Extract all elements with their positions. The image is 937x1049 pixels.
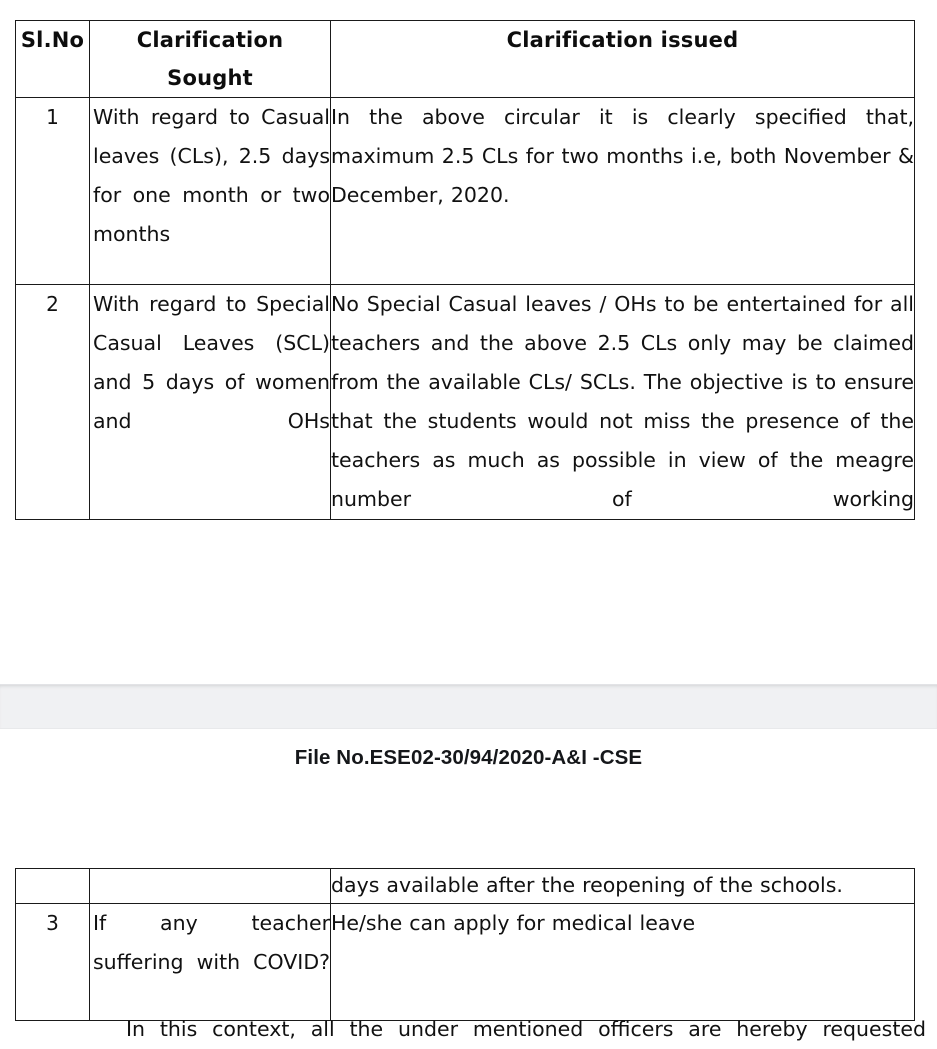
header-sought-line-2: Sought <box>167 66 253 90</box>
page-separator <box>0 684 937 729</box>
table-row <box>16 98 915 285</box>
header-clarification-issued: Clarification issued <box>331 21 915 98</box>
row-2-sl-no: 2 <box>16 285 90 520</box>
row-cont-clarification-sought <box>90 869 331 904</box>
header-sl-no: Sl.No <box>16 21 90 98</box>
row-1-clarification-issued: In the above circular it is clearly specified that, maximum 2.5 CLs for two months i.e, both November & December, 2020. <box>331 98 915 285</box>
row-1-sl-no: 1 <box>16 98 90 285</box>
header-clarification-sought <box>90 21 331 98</box>
clarification-table-top <box>15 20 915 520</box>
table-row <box>16 904 915 1021</box>
trailing-paragraph: In this context, all the under mentioned officers are hereby requested <box>126 1017 926 1041</box>
row-3-clarification-sought: If any teacher suffering with COVID? <box>90 904 331 1021</box>
file-number-heading: File No.ESE02-30/94/2020-A&I -CSE <box>294 746 643 769</box>
table-row <box>16 285 915 520</box>
row-cont-sl-no <box>16 869 90 904</box>
row-cont-clarification-issued: days available after the reopening of the schools. <box>331 869 915 904</box>
row-2-clarification-issued: No Special Casual leaves / OHs to be entertained for all teachers and the above 2.5 CLs only may be claimed from the available CLs/ SCLs. The objective is to ensure that the students would not miss the presence of the teachers as much as possible in view of the meagre number of working <box>331 285 915 520</box>
row-3-clarification-issued: He/she can apply for medical leave <box>331 904 915 1021</box>
row-2-clarification-sought: With regard to Special Casual Leaves (SCL) and 5 days of women and OHs <box>90 285 331 520</box>
clarification-table-bottom <box>15 868 915 1021</box>
table-row <box>16 869 915 904</box>
row-3-sl-no: 3 <box>16 904 90 1021</box>
row-1-clarification-sought: With regard to Casual leaves (CLs), 2.5 days for one month or two months <box>90 98 331 285</box>
table-header-row <box>16 21 915 98</box>
header-sought-line-1: Clarification <box>136 28 284 52</box>
